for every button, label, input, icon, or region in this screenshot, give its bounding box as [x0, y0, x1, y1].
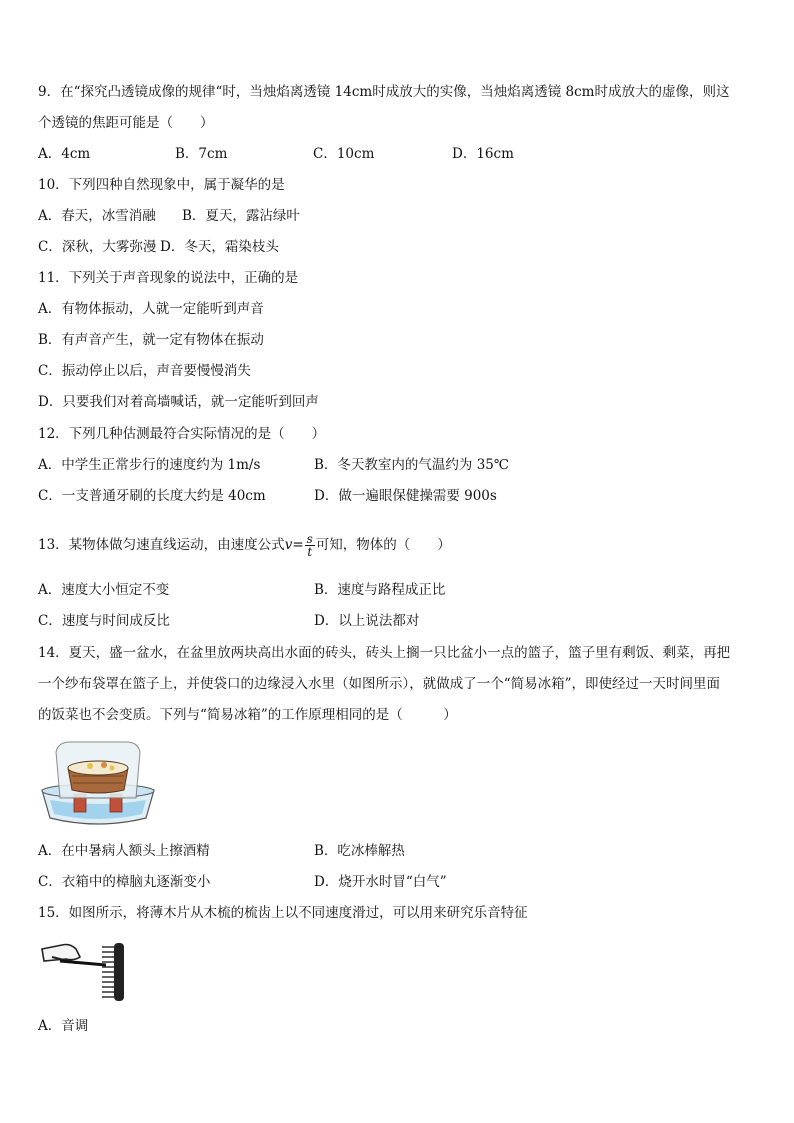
q10-option-d: D．冬天，霜染枝头 — [160, 239, 279, 255]
q11-option-a: A．有物体振动，人就一定能听到声音 — [38, 301, 264, 317]
q11-option-d: D．只要我们对着高墙喊话，就一定能听到回声 — [38, 394, 319, 410]
q12-option-c: C．一支普通牙刷的长度大约是 40cm — [38, 488, 266, 504]
q14-option-b: B．吃冰棒解热 — [314, 843, 405, 859]
food-item — [101, 762, 107, 768]
leftover-food — [68, 761, 128, 775]
q11-option-b: B．有声音产生，就一定有物体在振动 — [38, 332, 264, 348]
q10-option-a: A．春天，冰雪消融 — [38, 208, 156, 224]
q13-formula-denominator: t — [307, 545, 313, 559]
q12-stem: 12．下列几种估测最符合实际情况的是（ ） — [38, 426, 326, 442]
q14-stem-line3: 的饭菜也不会变质。下列与“简易冰箱”的工作原理相同的是（ ） — [38, 707, 457, 723]
q11-stem: 11．下列关于声音现象的说法中，正确的是 — [38, 270, 299, 286]
q14-option-c: C．衣箱中的樟脑丸逐渐变小 — [38, 874, 211, 890]
comb-spine — [114, 943, 124, 1001]
q13-formula-eq: = — [292, 537, 304, 553]
q13-option-c: C．速度与时间成反比 — [38, 613, 170, 629]
q13-option-b: B．速度与路程成正比 — [314, 582, 446, 598]
q10-option-b: B．夏天，露沾绿叶 — [182, 208, 300, 224]
q9-option-c: C．10cm — [313, 146, 375, 162]
q11-option-c: C．振动停止以后，声音要慢慢消失 — [38, 363, 251, 379]
comb-teeth — [102, 947, 114, 997]
q14-stem-line1: 14．夏天，盛一盆水，在盆里放两块高出水面的砖头，砖头上搁一只比盆小一点的篮子，篮子里有剩饭、剩菜，再把 — [38, 645, 731, 661]
q10-option-c: C．深秋，大雾弥漫 — [38, 239, 157, 255]
q12-option-b: B．冬天教室内的气温约为 35℃ — [314, 457, 509, 473]
food-item — [110, 766, 115, 771]
food-item — [87, 763, 93, 769]
q9-option-d: D．16cm — [452, 146, 514, 162]
q12-option-d: D．做一遍眼保健操需要 900s — [314, 488, 497, 504]
q9-stem-line1: 9．在“探究凸透镜成像的规律“时，当烛焰离透镜 14cm时成放大的实像，当烛焰离透镜 8cm时成放大的虚像，则这 — [38, 84, 730, 100]
q14-option-a: A．在中暑病人额头上擦酒精 — [38, 843, 210, 859]
q13-formula-fraction — [305, 533, 315, 558]
q9-option-a: A．4cm — [38, 146, 91, 162]
q13-formula-v: v — [284, 537, 293, 553]
q12-option-a: A．中学生正常步行的速度约为 1m/s — [38, 457, 261, 473]
q13-stem-after: 可知，物体的（ ） — [315, 537, 451, 553]
q10-stem: 10．下列四种自然现象中，属于凝华的是 — [38, 177, 285, 193]
q9-stem-line2: 个透镜的焦距可能是（ ） — [38, 115, 214, 131]
simple-fridge-figure — [38, 738, 158, 830]
q14-stem-line2: 一个纱布袋罩在篮子上，并使袋口的边缘浸入水里（如图所示），就做成了一个“简易冰箱”，即使经过一天时间里面 — [38, 676, 721, 692]
q13-option-a: A．速度大小恒定不变 — [38, 582, 170, 598]
q14-option-d: D．烧开水时冒“白气” — [314, 874, 447, 890]
q13-stem-before: 13．某物体做匀速直线运动，由速度公式 — [38, 537, 285, 553]
q13-option-d: D．以上说法都对 — [314, 613, 420, 629]
q13-formula-numerator: s — [306, 532, 313, 546]
q15-option-a: A．音调 — [38, 1018, 89, 1034]
q13-stem — [38, 533, 451, 558]
q9-option-b: B．7cm — [175, 146, 228, 162]
q15-stem: 15．如图所示，将薄木片从木梳的梳齿上以不同速度滑过，可以用来研究乐音特征 — [38, 905, 528, 921]
comb-and-card-figure — [40, 935, 132, 1007]
thin-wooden-card — [60, 961, 106, 965]
